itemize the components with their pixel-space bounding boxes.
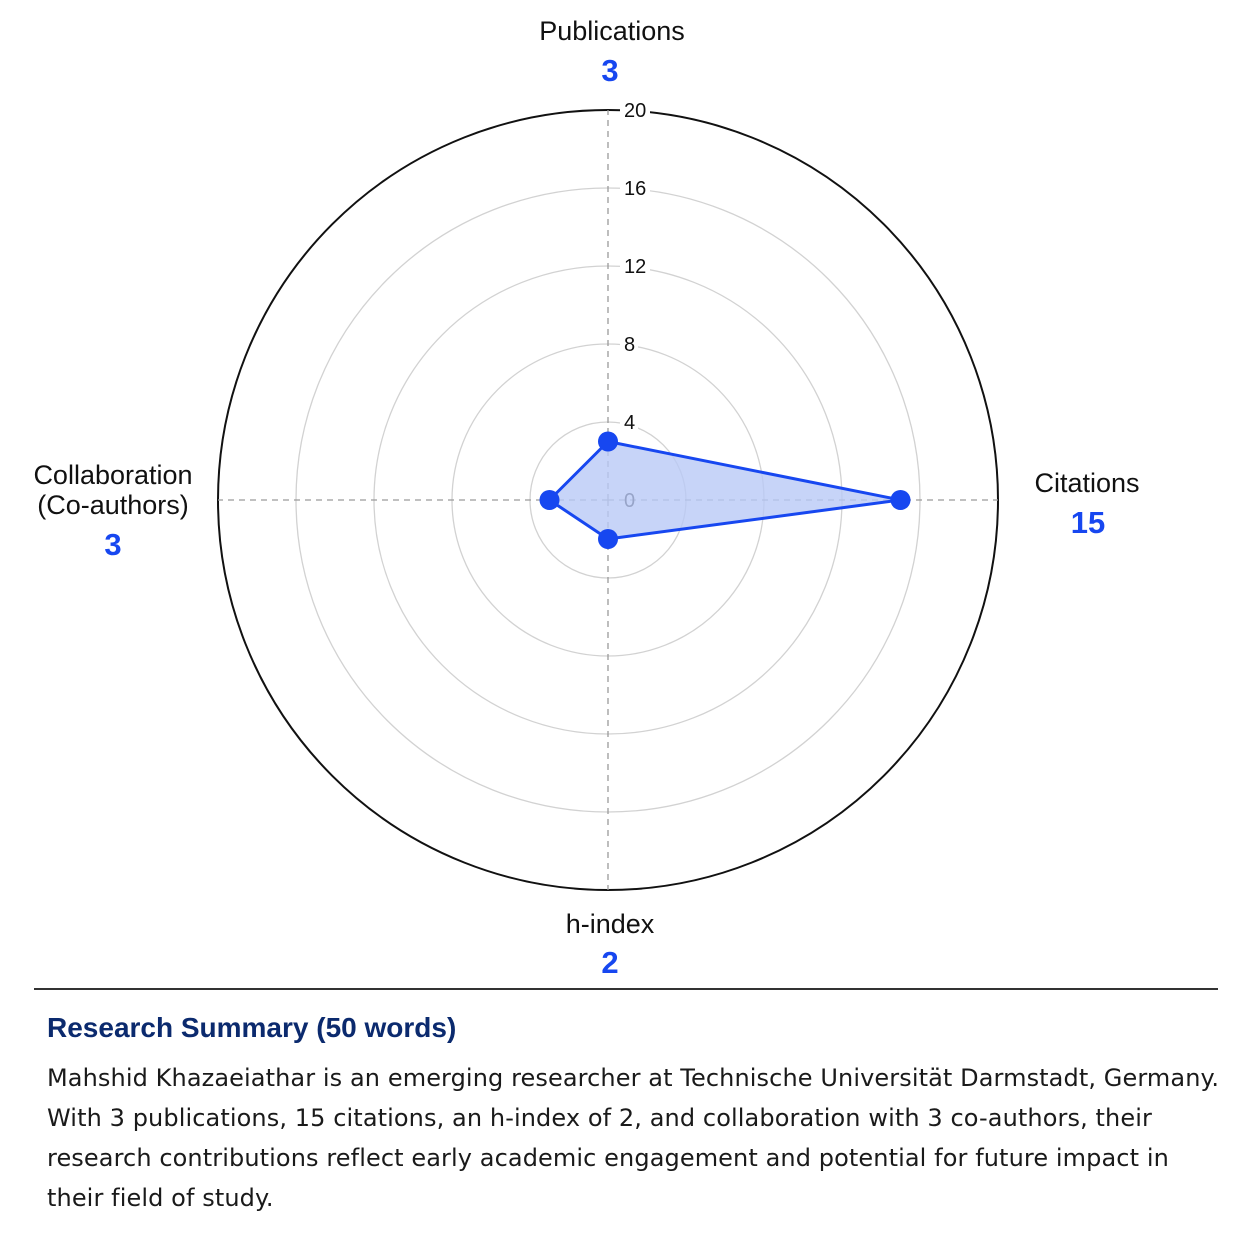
section-divider xyxy=(34,988,1218,990)
data-point xyxy=(598,432,618,452)
summary-title: Research Summary (50 words) xyxy=(47,1012,457,1043)
summary-text: Mahshid Khazaeiathar is an emerging researcher at Technische Universität Darmstadt, Germany. With 3 publications, 15 citations, an h-index of 2, and collaboration with 3 co-authors, their research contributions reflect early academic engagement and potential for future impact in their field of study. xyxy=(47,1064,1220,1212)
tick-label: 20 xyxy=(624,100,647,122)
research-summary xyxy=(47,1012,1227,1218)
data-point xyxy=(598,529,618,549)
axis-label: Collaboration (Co-authors) xyxy=(33,460,193,520)
axis-value-label: 3 xyxy=(104,527,122,562)
tick-label: 8 xyxy=(624,334,636,356)
axis-label: Publications xyxy=(539,16,685,46)
series-area xyxy=(550,442,901,540)
axis-value-label: 2 xyxy=(601,945,619,980)
data-point xyxy=(891,490,911,510)
tick-label: 4 xyxy=(624,412,636,434)
tick-label: 16 xyxy=(624,178,647,200)
radar-series xyxy=(540,432,911,550)
data-point xyxy=(540,490,560,510)
axis-label: Citations xyxy=(1034,468,1140,498)
axis-label: h-index xyxy=(565,909,655,939)
axis-value-label: 3 xyxy=(601,53,619,88)
axis-value-label: 15 xyxy=(1070,505,1106,540)
tick-label: 12 xyxy=(624,256,647,278)
